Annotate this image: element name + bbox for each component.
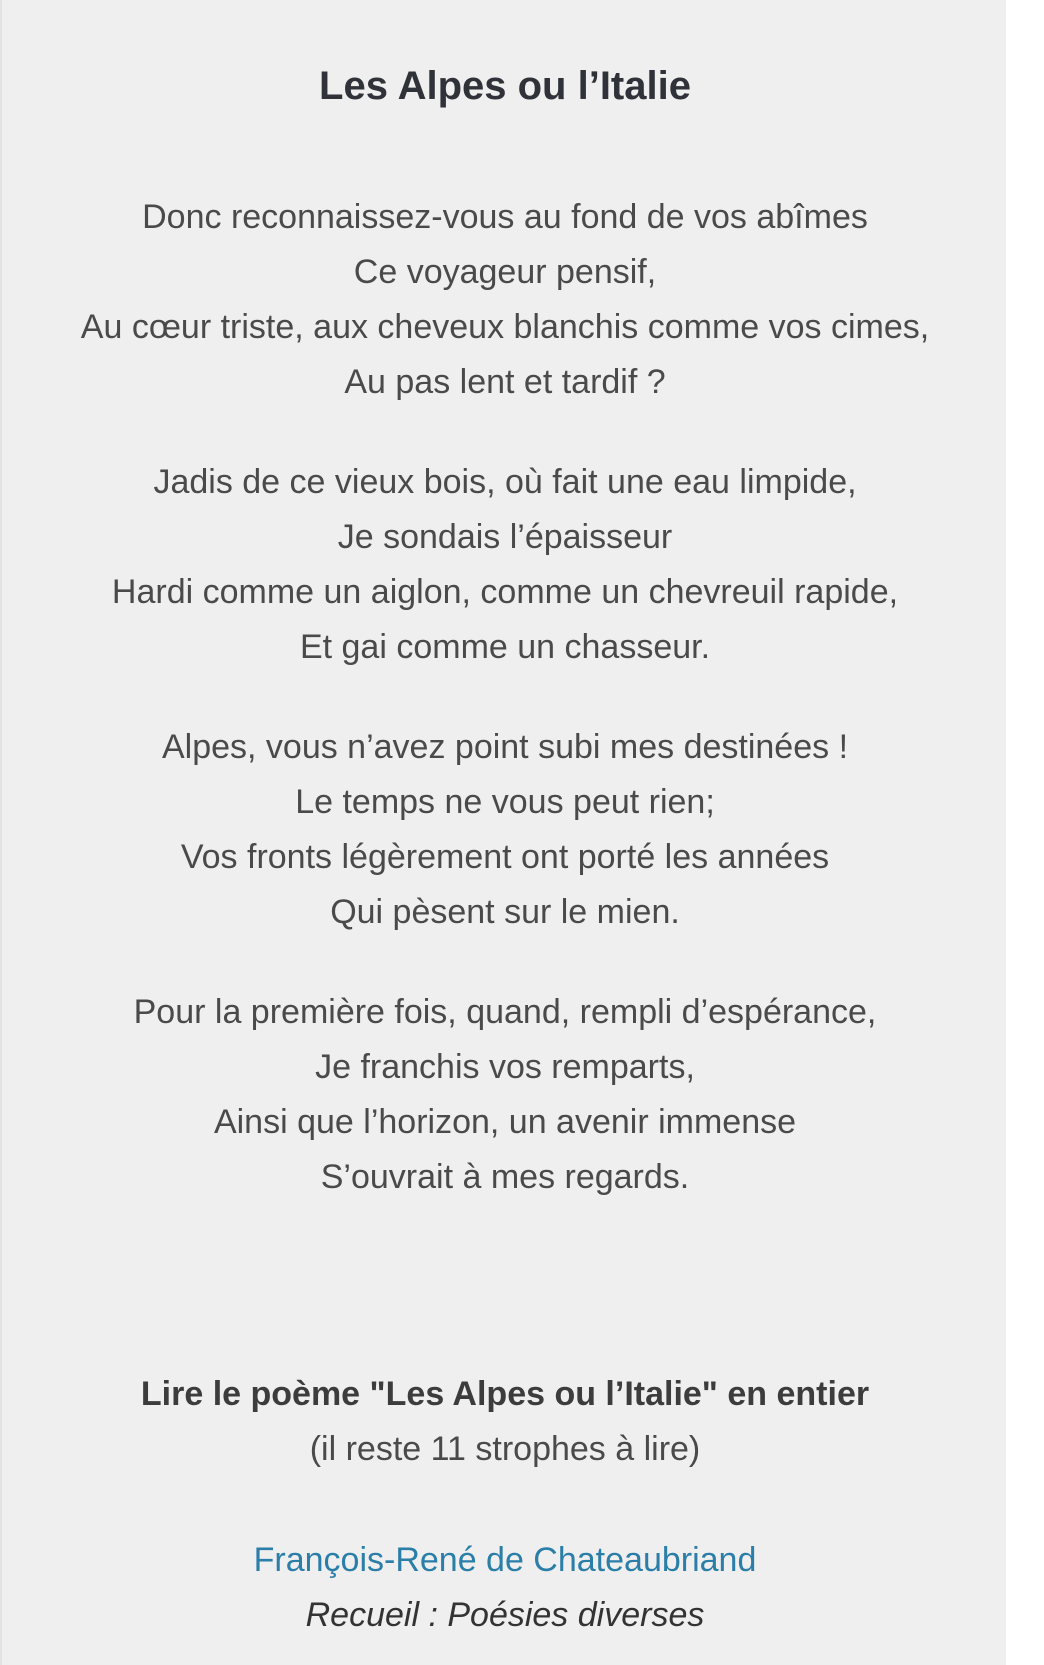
verse-line: Ainsi que l’horizon, un avenir immense	[213, 1103, 797, 1141]
remaining-stanzas-note: (il reste 11 strophes à lire)	[309, 1430, 701, 1468]
poem-body	[62, 190, 948, 1250]
verse-line: Ce voyageur pensif,	[353, 253, 657, 291]
verse-line: Et gai comme un chasseur.	[299, 628, 711, 666]
verse-line: S’ouvrait à mes regards.	[320, 1158, 690, 1196]
verse-line: Vos fronts légèrement ont porté les années	[180, 838, 830, 876]
verse-line: Le temps ne vous peut rien;	[295, 783, 715, 821]
verse-line: Au cœur triste, aux cheveux blanchis comme vos cimes,	[80, 308, 930, 346]
author-section	[2, 1533, 1008, 1643]
stanza-2	[62, 455, 948, 675]
author-link[interactable]: François-René de Chateaubriand	[253, 1541, 757, 1579]
verse-line: Qui pèsent sur le mien.	[330, 893, 680, 931]
verse-line: Pour la première fois, quand, rempli d’espérance,	[133, 993, 877, 1031]
stanza-3	[62, 720, 948, 940]
verse-line: Je sondais l’épaisseur	[337, 518, 673, 556]
stanza-1	[62, 190, 948, 410]
read-more-section	[2, 1367, 1008, 1477]
verse-line: Je franchis vos remparts,	[315, 1048, 695, 1086]
read-full-poem-link[interactable]: Lire le poème "Les Alpes ou l’Italie" en entier	[140, 1375, 870, 1413]
collection-label: Recueil : Poésies diverses	[305, 1596, 705, 1634]
verse-line: Jadis de ce vieux bois, où fait une eau limpide,	[153, 463, 857, 501]
verse-line: Hardi comme un aiglon, comme un chevreuil rapide,	[111, 573, 899, 611]
verse-line: Au pas lent et tardif ?	[344, 363, 666, 401]
verse-line: Alpes, vous n’avez point subi mes destinées !	[161, 728, 849, 766]
stanza-4	[62, 985, 948, 1205]
poem-title: Les Alpes ou l’Italie	[319, 63, 691, 108]
verse-line: Donc reconnaissez-vous au fond de vos abîmes	[142, 198, 868, 236]
